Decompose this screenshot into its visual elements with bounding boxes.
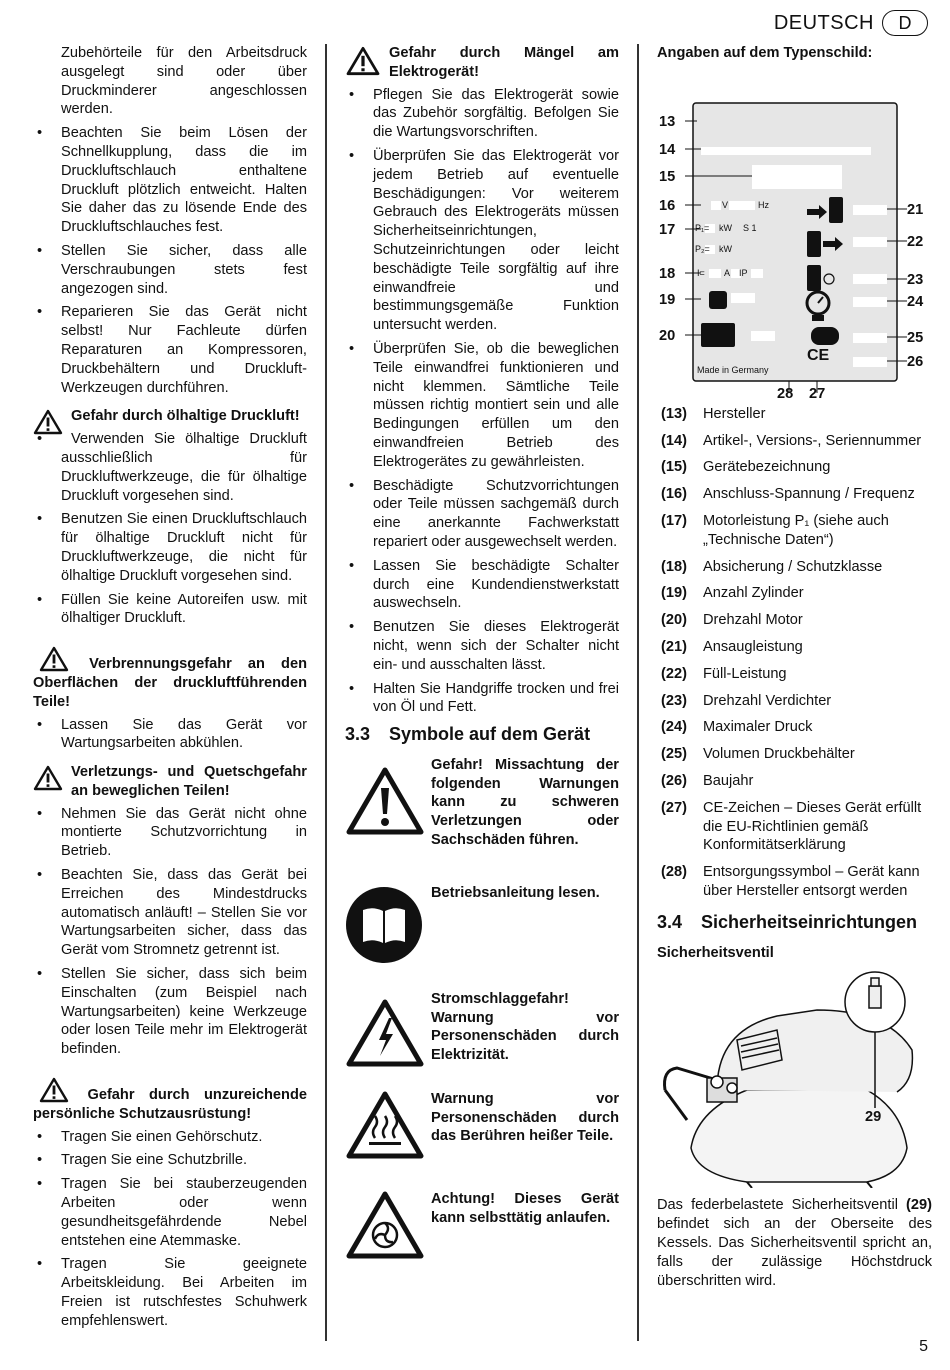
legend-row: [657, 458, 932, 477]
list-item: • Tragen Sie einen Gehörschutz.: [33, 1128, 307, 1147]
column-divider: [637, 44, 639, 1341]
list-item: • Benutzen Sie einen Druckluftschlauch für ölhaltige Druckluft nicht für Druckluftwerkzeuge, die nicht für ölhaltige Druckluft vorgesehen sind.: [33, 510, 307, 585]
safety-valve-text: [657, 1196, 932, 1290]
warning-triangle-icon: [345, 46, 381, 76]
legend-num: (28): [661, 864, 687, 881]
language-badge: D: [882, 10, 928, 36]
warning-crush: [33, 763, 307, 801]
warning-text: Gefahr durch ölhaltige Druckluft!: [71, 408, 300, 425]
legend-row: [657, 405, 932, 424]
legend-num: (18): [661, 558, 687, 575]
legend-text: Maximaler Druck: [703, 719, 813, 736]
legend-num: (20): [661, 612, 687, 629]
legend-num: (13): [661, 405, 687, 422]
section-heading-3-4: [657, 913, 932, 932]
warning-oil: [33, 407, 307, 426]
bullet-list: [33, 430, 307, 628]
plate-p1: P₁=: [695, 222, 710, 233]
danger-triangle-icon: [345, 766, 425, 836]
legend-row: [657, 665, 932, 684]
warning-triangle-icon: [39, 646, 69, 672]
plate-a: A: [724, 267, 731, 278]
legend-row: [657, 745, 932, 764]
list-item: • Beachten Sie beim Lösen der Schnellkupplung, dass die im Druckluftschlauch enthaltene Druckluft plötzlich entweicht. Halten Sie daher das zu lösende Ende des Druckluftschlauches fest.: [33, 124, 307, 237]
symbol-shock: [345, 990, 619, 1080]
legend-text: Artikel-, Versions-, Seriennummer: [703, 432, 922, 449]
symbol-text: Gefahr! Missachtung der folgenden Warnungen kann zu schweren Verletzungen oder Sachschäden führen.: [431, 756, 619, 849]
column-1: [33, 44, 307, 1336]
plate-label-23: 23: [907, 271, 924, 288]
symbol-text: Achtung! Dieses Gerät kann selbsttätig anlaufen.: [431, 1190, 619, 1226]
plate-label-25: 25: [907, 329, 924, 346]
legend-text: Baujahr: [703, 772, 754, 789]
legend-row: [657, 432, 932, 451]
plate-label-17: 17: [659, 221, 676, 238]
plate-label-28: 28: [777, 385, 794, 402]
bullet-list: [33, 716, 307, 754]
subheading-safety-valve: Sicherheitsventil: [657, 944, 774, 961]
warning-burn: [33, 646, 307, 711]
list-item: • Überprüfen Sie das Elektrogerät vor jedem Betrieb auf eventuelle Beschädigungen: Vor weiterem Gebrauch des Elektrogeräts müssen Sicherheitseinrichtungen, Schutzeinrichtungen oder leicht beschädigte Teile sorgfältig auf ihre einwandfreie und bestimmungsgemäße Funktion untersucht werden.: [345, 147, 619, 335]
legend-row: [657, 863, 932, 901]
compressor-figure: [657, 970, 932, 1188]
legend-num: (26): [661, 772, 687, 789]
symbol-text: Stromschlaggefahr! Warnung vor Personenschäden durch Elektrizität.: [431, 990, 619, 1064]
legend-text: Volumen Druckbehälter: [703, 746, 855, 763]
plate-kw2: kW: [719, 243, 732, 254]
plate-label-19: 19: [659, 291, 676, 308]
list-item: • Tragen Sie bei stauberzeugenden Arbeiten oder wenn gesundheitsgefährdende Nebel entstehen eine Atemmaske.: [33, 1175, 307, 1250]
figure-label-29: 29: [865, 1109, 882, 1126]
ce-mark: CE: [807, 346, 830, 364]
plate-label-18: 18: [659, 265, 676, 282]
list-item: • Pflegen Sie das Elektrogerät sowie das Zubehör sorgfältig. Befolgen Sie die Wartungsvorschriften.: [345, 86, 619, 142]
body-ref: (29): [906, 1197, 932, 1214]
warning-ppe: [33, 1077, 307, 1124]
section-number: 3.3: [345, 724, 371, 745]
language-header: [774, 10, 928, 36]
legend-row: [657, 584, 932, 603]
plate-label-14: 14: [659, 141, 676, 158]
legend-text: Füll-Leistung: [703, 665, 787, 682]
list-item: • Beschädigte Schutzvorrichtungen oder Teile müssen sachgemäß durch eine anerkannte Fachwerkstatt repariert oder ausgewechselt werden.: [345, 477, 619, 552]
list-item: • Reparieren Sie das Gerät nicht selbst! Nur Fachleute dürfen Reparaturen an Kompressoren, Druckbehältern und Druckluft-Werkzeugen durchführen.: [33, 303, 307, 397]
legend-num: (14): [661, 432, 687, 449]
legend-num: (22): [661, 665, 687, 682]
plate-label-24: 24: [907, 293, 924, 310]
plate-kw1: kW: [719, 222, 732, 233]
legend-row: [657, 638, 932, 657]
plate-unit-hz: Hz: [758, 199, 769, 210]
legend-text: Entsorgungssymbol – Gerät kann über Hersteller entsorgt werden: [703, 864, 920, 899]
plate-p2: P₂=: [695, 243, 710, 254]
column-2: [345, 44, 619, 1276]
list-item: • Lassen Sie beschädigte Schalter durch eine Kundendienstwerkstatt auswechseln.: [345, 557, 619, 613]
symbol-text: Betriebsanleitung lesen.: [431, 884, 600, 901]
plate-label-27: 27: [809, 385, 826, 402]
legend-num: (25): [661, 746, 687, 763]
list-item: • Lassen Sie das Gerät vor Wartungsarbeiten abkühlen.: [33, 716, 307, 754]
hot-surface-icon: [345, 1090, 425, 1160]
legend-num: (21): [661, 638, 687, 655]
plate-heading: Angaben auf dem Typenschild:: [657, 45, 873, 61]
plate-made-in: Made in Germany: [697, 364, 769, 375]
compressor-illustration: [657, 970, 932, 1188]
list-item: • Tragen Sie geeignete Arbeitskleidung. Bei Arbeiten im Freien ist rutschfestes Schuhwerk empfehlenswert.: [33, 1255, 307, 1330]
warning-text: Gefahr durch Mängel am Elektrogerät!: [389, 45, 619, 80]
symbol-danger: [345, 756, 619, 874]
column-divider: [325, 44, 327, 1341]
legend-row: [657, 485, 932, 504]
legend-text: Motorleistung P₁ (siehe auch „Technische Daten“): [703, 512, 889, 548]
legend-num: (23): [661, 692, 687, 709]
plate-ip: IP: [739, 267, 748, 278]
page-number: 5: [919, 1338, 928, 1355]
legend-text: Absicherung / Schutzklasse: [703, 558, 883, 575]
section-number: 3.4: [657, 911, 683, 932]
plate-label-22: 22: [907, 233, 924, 250]
plate-label-26: 26: [907, 353, 924, 370]
electric-shock-icon: [345, 998, 425, 1068]
plate-s1: S 1: [743, 222, 757, 233]
legend-text: CE-Zeichen – Dieses Gerät erfüllt die EU-Richtlinien gemäß Konformitätserklärung: [703, 799, 922, 854]
plate-label-13: 13: [659, 113, 676, 130]
list-item: • Verwenden Sie ölhaltige Druckluft ausschließlich für Druckluftwerkzeuge, die für ölhaltige Druckluft vorgesehen sind.: [33, 430, 307, 505]
column-3: [657, 44, 932, 1290]
legend-num: (27): [661, 799, 687, 816]
bullet-list: [33, 805, 307, 1059]
plate-label-15: 15: [659, 168, 676, 185]
legend-row: [657, 611, 932, 630]
warning-text: Verbrennungsgefahr an den Oberflächen der druckluftführenden Teile!: [33, 656, 308, 710]
legend-num: (24): [661, 719, 687, 736]
list-item: • Stellen Sie sicher, dass sich beim Einschalten (zum Beispiel nach Wartungsarbeiten) keine Werkzeuge oder losen Teile mehr im Elektrogerät befinden.: [33, 965, 307, 1059]
section-title: Sicherheitseinrichtungen: [701, 911, 918, 932]
plate-i: I=: [697, 267, 705, 278]
type-plate-diagram: [657, 69, 932, 399]
plate-label-21: 21: [907, 201, 924, 218]
list-item: • Beachten Sie, dass das Gerät bei Erreichen des Mindestdrucks automatisch anläuft! – Stellen Sie vor Wartungsarbeiten sicher, dass das Gerät vom Stromnetz getrennt ist.: [33, 866, 307, 960]
bullet-list: [33, 124, 307, 397]
bullet-list: [345, 86, 619, 718]
plate-legend: [657, 405, 932, 901]
warning-triangle-icon: [39, 1077, 69, 1103]
warning-triangle-icon: [33, 765, 63, 791]
plate-label-16: 16: [659, 197, 676, 214]
list-item: • Tragen Sie eine Schutzbrille.: [33, 1151, 307, 1170]
legend-row: [657, 558, 932, 577]
auto-start-icon: [345, 1190, 425, 1260]
legend-text: Drehzahl Motor: [703, 612, 803, 629]
symbol-autostart: [345, 1190, 619, 1266]
list-item: • Halten Sie Handgriffe trocken und frei von Öl und Fett.: [345, 680, 619, 718]
symbol-text: Warnung vor Personenschäden durch das Berühren heißer Teile.: [431, 1090, 619, 1145]
section-heading-3-3: [345, 725, 619, 744]
section-title: Symbole auf dem Gerät: [389, 724, 591, 745]
plate-label-20: 20: [659, 327, 676, 344]
list-item: • Benutzen Sie dieses Elektrogerät nicht, wenn sich der Schalter nicht ein- und ausschalten lässt.: [345, 618, 619, 674]
warning-defect: [345, 44, 619, 82]
legend-num: (15): [661, 459, 687, 476]
legend-text: Anschluss-Spannung / Frequenz: [703, 486, 915, 503]
legend-num: (16): [661, 486, 687, 503]
body-text: befindet sich an der Oberseite des Kessels. Das Sicherheitsventil spricht an, falls der zulässige Höchstdruck überschritten wird.: [657, 1216, 932, 1289]
legend-text: Hersteller: [703, 405, 766, 422]
legend-row: [657, 772, 932, 791]
language-label: DEUTSCH: [773, 11, 874, 34]
legend-row: [657, 692, 932, 711]
list-item: • Überprüfen Sie, ob die beweglichen Teile einwandfrei funktionieren und nicht klemmen. Sämtliche Teile müssen richtig montiert sein und alle Bedingungen erfüllen um den einwandfreien Betrieb des Elektrogerätes zu gewährleisten.: [345, 340, 619, 472]
legend-text: Gerätebezeichnung: [703, 459, 831, 476]
intro-text: Zubehörteile für den Arbeitsdruck ausgelegt sind oder über Druckminderer angeschlossen werden.: [61, 45, 307, 118]
legend-row: [657, 718, 932, 737]
legend-row: [657, 799, 932, 855]
legend-text: Ansaugleistung: [703, 638, 803, 655]
list-item: • Nehmen Sie das Gerät nicht ohne montierte Schutzvorrichtung in Betrieb.: [33, 805, 307, 861]
symbol-hot: [345, 1090, 619, 1180]
warning-text: Verletzungs- und Quetschgefahr an beweglichen Teilen!: [71, 764, 307, 799]
manual-book-icon: [345, 886, 423, 964]
legend-row: [657, 512, 932, 550]
symbol-manual: [345, 884, 619, 980]
legend-text: Anzahl Zylinder: [703, 585, 804, 602]
plate-unit-v: V: [722, 199, 729, 210]
legend-num: (19): [661, 585, 687, 602]
warning-text: Gefahr durch unzureichende persönliche Schutzausrüstung!: [33, 1087, 307, 1122]
bullet-list: [33, 1128, 307, 1331]
legend-text: Drehzahl Verdichter: [703, 692, 832, 709]
list-item: • Stellen Sie sicher, dass alle Verschraubungen stets fest angezogen sind.: [33, 242, 307, 298]
list-item: • Füllen Sie keine Autoreifen usw. mit ölhaltiger Druckluft.: [33, 591, 307, 629]
legend-num: (17): [661, 512, 687, 529]
body-text: Das federbelastete Sicherheitsventil: [657, 1197, 907, 1214]
type-plate-figure: [657, 69, 932, 402]
